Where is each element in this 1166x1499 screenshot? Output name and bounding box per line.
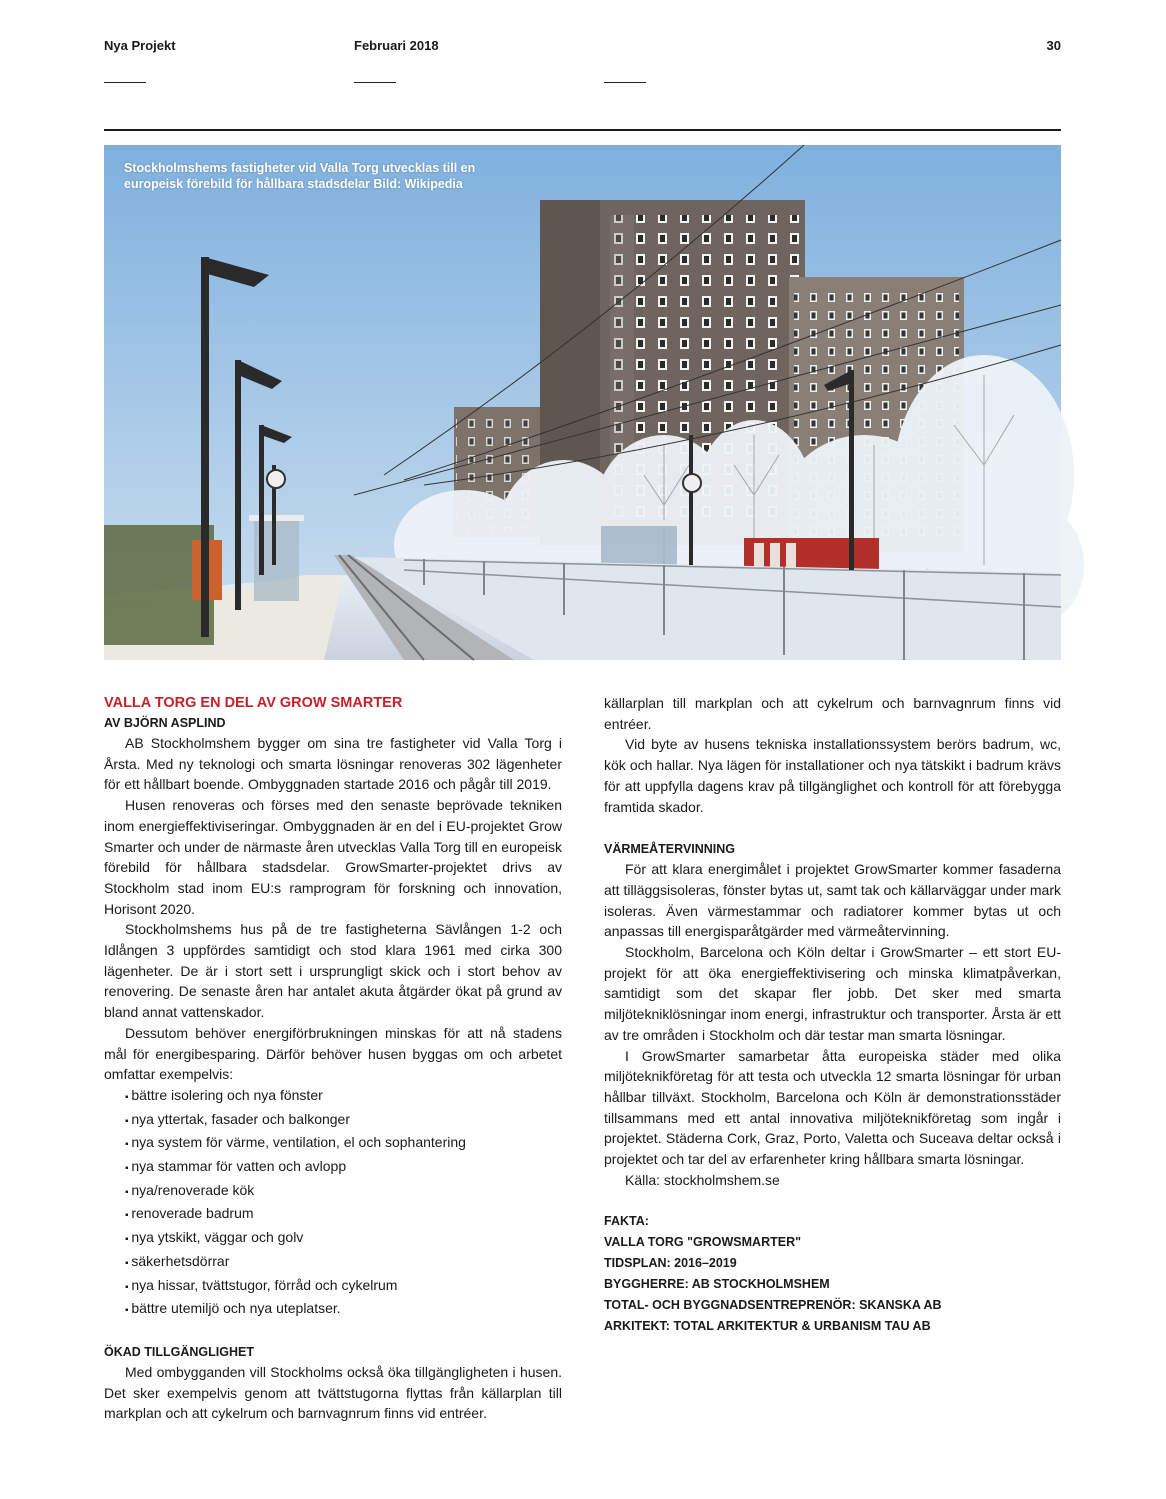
facts-line: BYGGHERRE: AB STOCKHOLMSHEM [604, 1277, 830, 1292]
paragraph: För att klara energimålet i projektet GrowSmarter kommer fasaderna att tilläggsisoleras, fönster bytas ut, samt tak och källarväggar under mark isoleras. Även värmestammar och radiatorer kommer bytas ut och anpassas till energisparåtgärder med värmeåtervinning. [604, 861, 1061, 940]
list-item: ▪ bättre isolering och nya fönster [125, 1085, 562, 1109]
header-rule-1 [104, 82, 146, 83]
header-rule-3 [604, 82, 646, 83]
article-column-right [604, 693, 1061, 1337]
article-column-left [104, 693, 562, 1422]
list-item: ▪ nya/renoverade kök [125, 1180, 562, 1204]
subheading-heat-recovery: VÄRMEÅTERVINNING [604, 842, 736, 857]
page-number: 30 [1046, 38, 1061, 53]
source-line: Källa: stockholmshem.se [625, 1171, 780, 1188]
list-item: ▪ nya yttertak, fasader och balkonger [125, 1109, 562, 1133]
paragraph: Med ombygganden vill Stockholms också öka tillgängligheten i husen. Det sker exempelvis genom att tvättstugorna flyttas från källarplan till markplan och att cykelrum och barnvagnrum finns vid entréer. [104, 1363, 562, 1422]
facts-line: TIDSPLAN: 2016–2019 [604, 1256, 737, 1271]
running-header-date: Februari 2018 [354, 38, 439, 53]
bullet-list [104, 1085, 562, 1322]
facts-line: FAKTA: [604, 1214, 649, 1229]
paragraph: Vid byte av husens tekniska installationssystem berörs badrum, wc, kök och hallar. Nya lägen för installationer och nya tätskikt i badrum krävs för att uppfylla dagens krav på tillgänglighet och kontroll för att förebygga framtida skador. [604, 736, 1061, 815]
paragraph: Stockholmshems hus på de tre fastigheterna Sävlången 1-2 och Idlången 3 uppfördes samtidigt och stod klara 1961 med cirka 300 lägenheter. De är i stort sett i ursprungligt skick och i stort behov av renovering. De senaste åren har antalet akuta åtgärder ökat på grund av bland annat vattenskador. [104, 921, 562, 1021]
facts-box [604, 1211, 1061, 1337]
winter-tram-stop-illustration [104, 145, 1061, 660]
running-header-section: Nya Projekt [104, 38, 176, 53]
list-item: ▪ säkerhetsdörrar [125, 1251, 562, 1275]
list-item: ▪ nya hissar, tvättstugor, förråd och cykelrum [125, 1275, 562, 1299]
paragraph: Dessutom behöver energiförbrukningen minskas för att nå stadens mål för energibesparing. Därför behöver husen byggas om och arbetet omfattar exempelvis: [104, 1024, 562, 1083]
list-item: ▪ nya ytskikt, väggar och golv [125, 1227, 562, 1251]
subheading-accessibility: ÖKAD TILLGÄNGLIGHET [104, 1344, 254, 1359]
paragraph: AB Stockholmshem bygger om sina tre fastigheter vid Valla Torg i Årsta. Med ny teknologi och smarta lösningar renoveras 302 lägenheter för ett hållbart boende. Ombyggnaden startade 2016 och pågår till 2019. [104, 735, 562, 793]
paragraph: Husen renoveras och förses med den senaste beprövade tekniken inom energieffektiviseringar. Ombyggnaden är en del i EU-projektet Grow Smarter och under de närmaste åren utvecklas Valla Torg till en europeisk förebild för hållbara stadsdelar. GrowSmarter-projektet drivs av Stockholm stad inom EU:s ramprogram för forskning och innovation, Horisont 2020. [104, 797, 562, 917]
list-item: ▪ nya system för värme, ventilation, el och sophantering [125, 1132, 562, 1156]
list-item: ▪ renoverade badrum [125, 1203, 562, 1227]
list-item: ▪ bättre utemiljö och nya uteplatser. [125, 1298, 562, 1322]
main-divider [104, 129, 1061, 131]
facts-line: ARKITEKT: TOTAL ARKITEKTUR & URBANISM TAU AB [604, 1319, 931, 1334]
paragraph-continued: källarplan till markplan och att cykelrum och barnvagnrum finns vid entréer. [604, 695, 1061, 732]
photo-caption: Stockholmshems fastigheter vid Valla Torg utvecklas till en europeisk förebild för hållbara stadsdelar Bild: Wikipedia [124, 161, 476, 191]
facts-line: TOTAL- OCH BYGGNADSENTREPRENÖR: SKANSKA AB [604, 1298, 942, 1313]
header-rule-2 [354, 82, 396, 83]
article-kicker: VALLA TORG EN DEL AV GROW SMARTER [104, 695, 403, 711]
paragraph: Stockholm, Barcelona och Köln deltar i GrowSmarter – ett stort EU-projekt för att öka energieffektivisering och minska klimatpåverkan, samtidigt som det skapar fler jobb. Det sker med smarta miljötekniklösningar inom energi, infrastruktur och transporter. Årsta är ett av tre områden i Stockholm och där testar man smarta lösningar. [604, 944, 1061, 1043]
list-item: ▪ nya stammar för vatten och avlopp [125, 1156, 562, 1180]
facts-line: VALLA TORG "GROWSMARTER" [604, 1235, 802, 1250]
article-byline: AV BJÖRN ASPLIND [104, 716, 226, 730]
paragraph: I GrowSmarter samarbetar åtta europeiska städer med olika miljöteknikföretag för att testa och utveckla 12 smarta lösningar för urban hållbar tillväxt. Stockholm, Barcelona och Köln är demonstrationsstäder tillsammans med ett antal innovativa miljöteknikföretag som ingår i projektet. Städerna Cork, Graz, Porto, Valetta och Suceava deltar också i projektet och tar del av erfarenheter kring hållbara smarta lösningar. [604, 1047, 1061, 1168]
article-photo [104, 145, 1061, 660]
